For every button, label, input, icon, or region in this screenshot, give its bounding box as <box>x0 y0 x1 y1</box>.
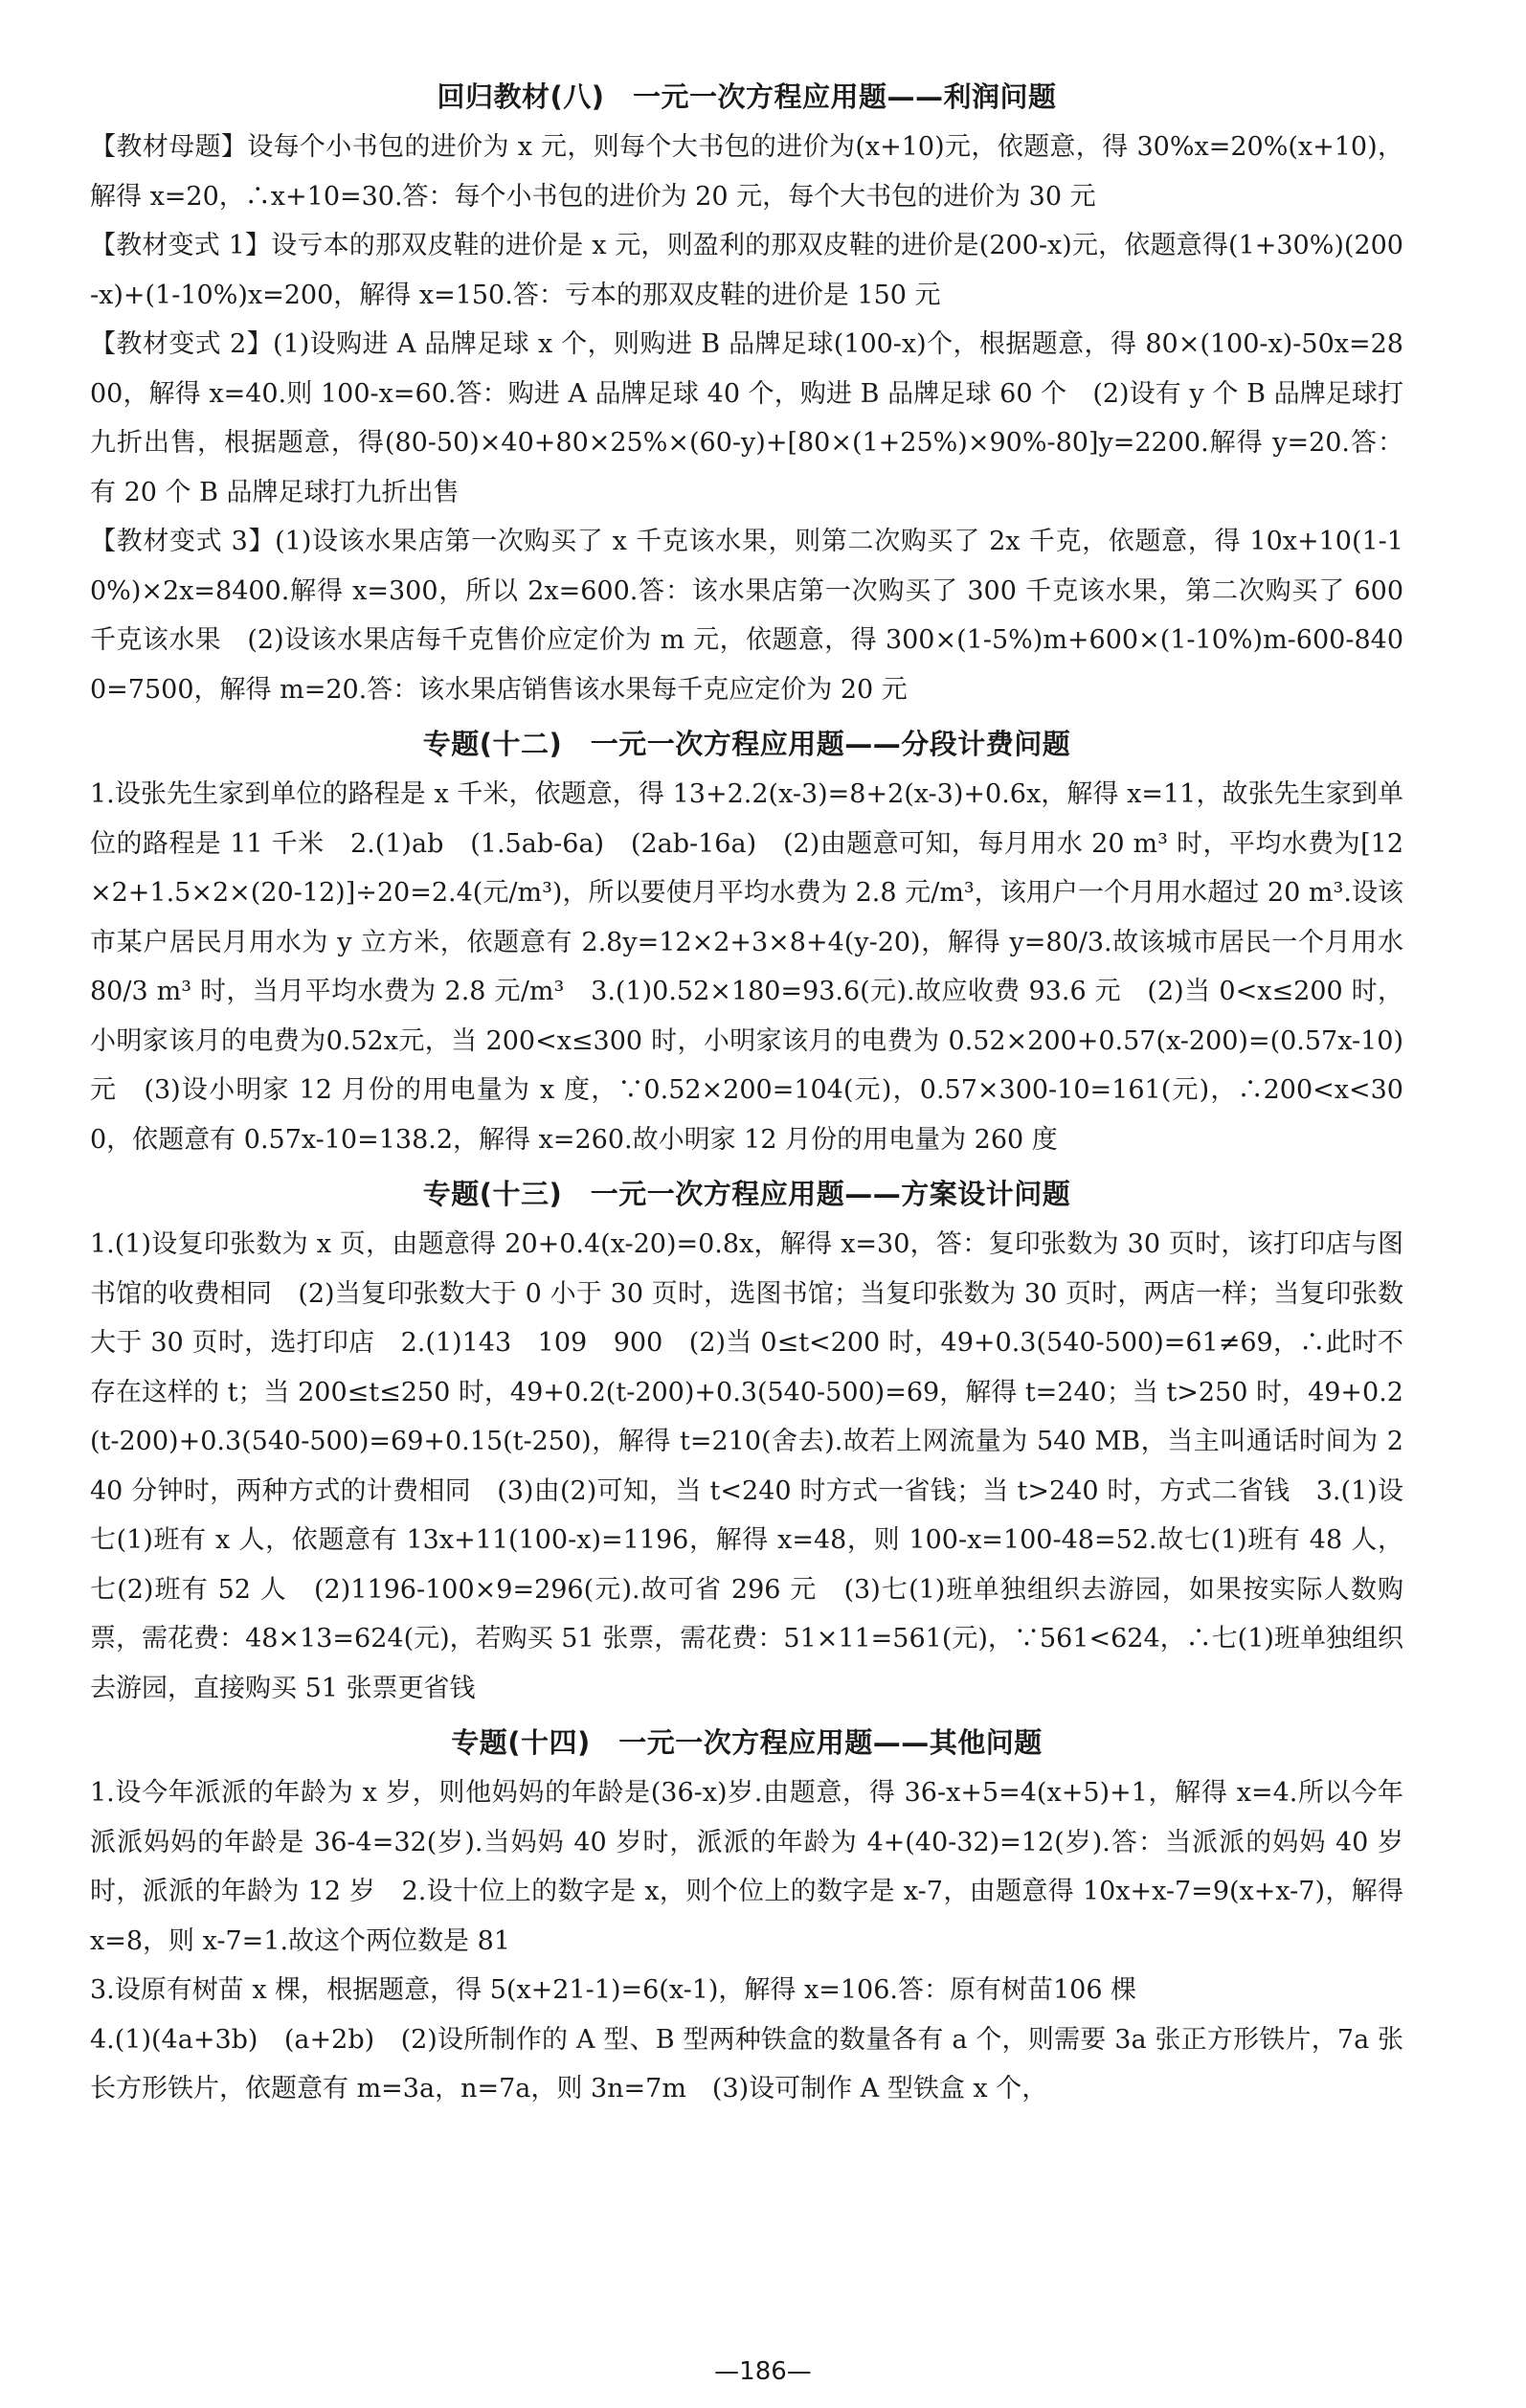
answer-paragraph: 4.(1)(4a+3b) (a+2b) (2)设所制作的 A 型、B 型两种铁盒的数量各有 a 个，则需要 3a 张正方形铁片，7a 张长方形铁片，依题意有 m=3a，n=7a，则 3n=7m (3)设可制作 A 型铁盒 x 个， <box>90 2024 1403 2104</box>
answer-paragraph: 1.(1)设复印张数为 x 页，由题意得 20+0.4(x-20)=0.8x，解得 x=30，答：复印张数为 30 页时，该打印店与图书馆的收费相同 (2)当复印张数大于 0 小于 30 页时，选图书馆；当复印张数为 30 页时，两店一样；当复印张数大于 30 页时，选打印店 2.(1)143 109 900 (2)当 0≤t<200 时，49+0.3(540-500)=61≠69，∴此时不存在这样的 t；当 200≤t≤250 时，49+0.2(t-200)+0.3(540-500)=69，解得 t=240；当 t>250 时，49+0.2(t-200)+0.3(540-500)=69+0.15(t-250)，解得 t=210(舍去).故若上网流量为 540 MB，当主叫通话时间为 240 分钟时，两种方式的计费相同 (3)由(2)可知，当 t<240 时方式一省钱；当 t>240 时，方式二省钱 3.(1)设七(1)班有 x 人，依题意有 13x+11(100-x)=1196，解得 x=48，则 100-x=100-48=52.故七(1)班有 48 人，七(2)班有 52 人 (2)1196-100×9=296(元).故可省 296 元 (3)七(1)班单独组织去游园，如果按实际人数购票，需花费：48×13=624(元)，若购买 51 张票，需花费：51×11=561(元)，∵561<624，∴七(1)班单独组织去游园，直接购买 51 张票更省钱 <box>90 1229 1403 1703</box>
answer-paragraph: 1.设今年派派的年龄为 x 岁，则他妈妈的年龄是(36-x)岁.由题意，得 36-x+5=4(x+5)+1，解得 x=4.所以今年派派妈妈的年龄是 36-4=32(岁).当妈妈 40 岁时，派派的年龄为 4+(40-32)=12(岁).答：当派派的妈妈 40 岁时，派派的年龄为 12 岁 2.设十位上的数字是 x，则个位上的数字是 x-7，由题意得 10x+x-7=9(x+x-7)，解得 x=8，则 x-7=1.故这个两位数是 81 <box>90 1778 1403 1956</box>
section-profit <box>90 75 1403 714</box>
section-title: 专题(十四) 一元一次方程应用题——其他问题 <box>451 1726 1043 1759</box>
answer-paragraph: 【教材变式 2】(1)设购进 A 品牌足球 x 个，则购进 B 品牌足球(100-x)个，根据题意，得 80×(100-x)-50x=2800，解得 x=40.则 100-x=60.答：购进 A 品牌足球 40 个，购进 B 品牌足球 60 个 (2)设有 y 个 B 品牌足球打九折出售，根据题意，得(80-50)×40+80×25%×(60-y)+[80×(1+25%)×90%-80]y=2200.解得 y=20.答：有 20 个 B 品牌足球打九折出售 <box>90 329 1403 507</box>
section-title: 专题(十二) 一元一次方程应用题——分段计费问题 <box>422 728 1071 760</box>
answer-paragraph: 【教材母题】设每个小书包的进价为 x 元，则每个大书包的进价为(x+10)元，依题意，得 30%x=20%(x+10)，解得 x=20，∴x+10=30.答：每个小书包的进价为 20 元，每个大书包的进价为 30 元 <box>90 132 1403 212</box>
page-number: —186— <box>714 2357 812 2386</box>
section-title: 回归教材(八) 一元一次方程应用题——利润问题 <box>437 80 1057 113</box>
answer-paragraph: 【教材变式 1】设亏本的那双皮鞋的进价是 x 元，则盈利的那双皮鞋的进价是(200-x)元，依题意得(1+30%)(200-x)+(1-10%)x=200，解得 x=150.答：亏本的那双皮鞋的进价是 150 元 <box>90 231 1403 310</box>
section-tiered-billing <box>90 722 1403 1164</box>
answer-paragraph: 3.设原有树苗 x 棵，根据题意，得 5(x+21-1)=6(x-1)，解得 x=106.答：原有树苗106 棵 <box>90 1975 1137 2005</box>
section-other <box>90 1721 1403 2114</box>
section-plan-design <box>90 1172 1403 1713</box>
section-title: 专题(十三) 一元一次方程应用题——方案设计问题 <box>422 1178 1071 1210</box>
answer-paragraph: 【教材变式 3】(1)设该水果店第一次购买了 x 千克该水果，则第二次购买了 2x 千克，依题意，得 10x+10(1-10%)×2x=8400.解得 x=300，所以 2x=600.答：该水果店第一次购买了 300 千克该水果，第二次购买了 600 千克该水果 (2)设该水果店每千克售价应定价为 m 元，依题意，得 300×(1-5%)m+600×(1-10%)m-600-8400=7500，解得 m=20.答：该水果店销售该水果每千克应定价为 20 元 <box>90 527 1403 705</box>
answer-paragraph: 1.设张先生家到单位的路程是 x 千米，依题意，得 13+2.2(x-3)=8+2(x-3)+0.6x，解得 x=11，故张先生家到单位的路程是 11 千米 2.(1)ab (1.5ab-6a) (2ab-16a) (2)由题意可知，每月用水 20 m³ 时，平均水费为[12×2+1.5×2×(20-12)]÷20=2.4(元/m³)，所以要使月平均水费为 2.8 元/m³，该用户一个月用水超过 20 m³.设该市某户居民月用水为 y 立方米，依题意有 2.8y=12×2+3×8+4(y-20)，解得 y=80/3.故该城市居民一个月用水 80/3 m³ 时，当月平均水费为 2.8 元/m³ 3.(1)0.52×180=93.6(元).故应收费 93.6 元 (2)当 0<x≤200 时，小明家该月的电费为0.52x元，当 200<x≤300 时，小明家该月的电费为 0.52×200+0.57(x-200)=(0.57x-10)元 (3)设小明家 12 月份的用电量为 x 度，∵0.52×200=104(元)，0.57×300-10=161(元)，∴200<x<300，依题意有 0.57x-10=138.2，解得 x=260.故小明家 12 月份的用电量为 260 度 <box>90 779 1403 1155</box>
